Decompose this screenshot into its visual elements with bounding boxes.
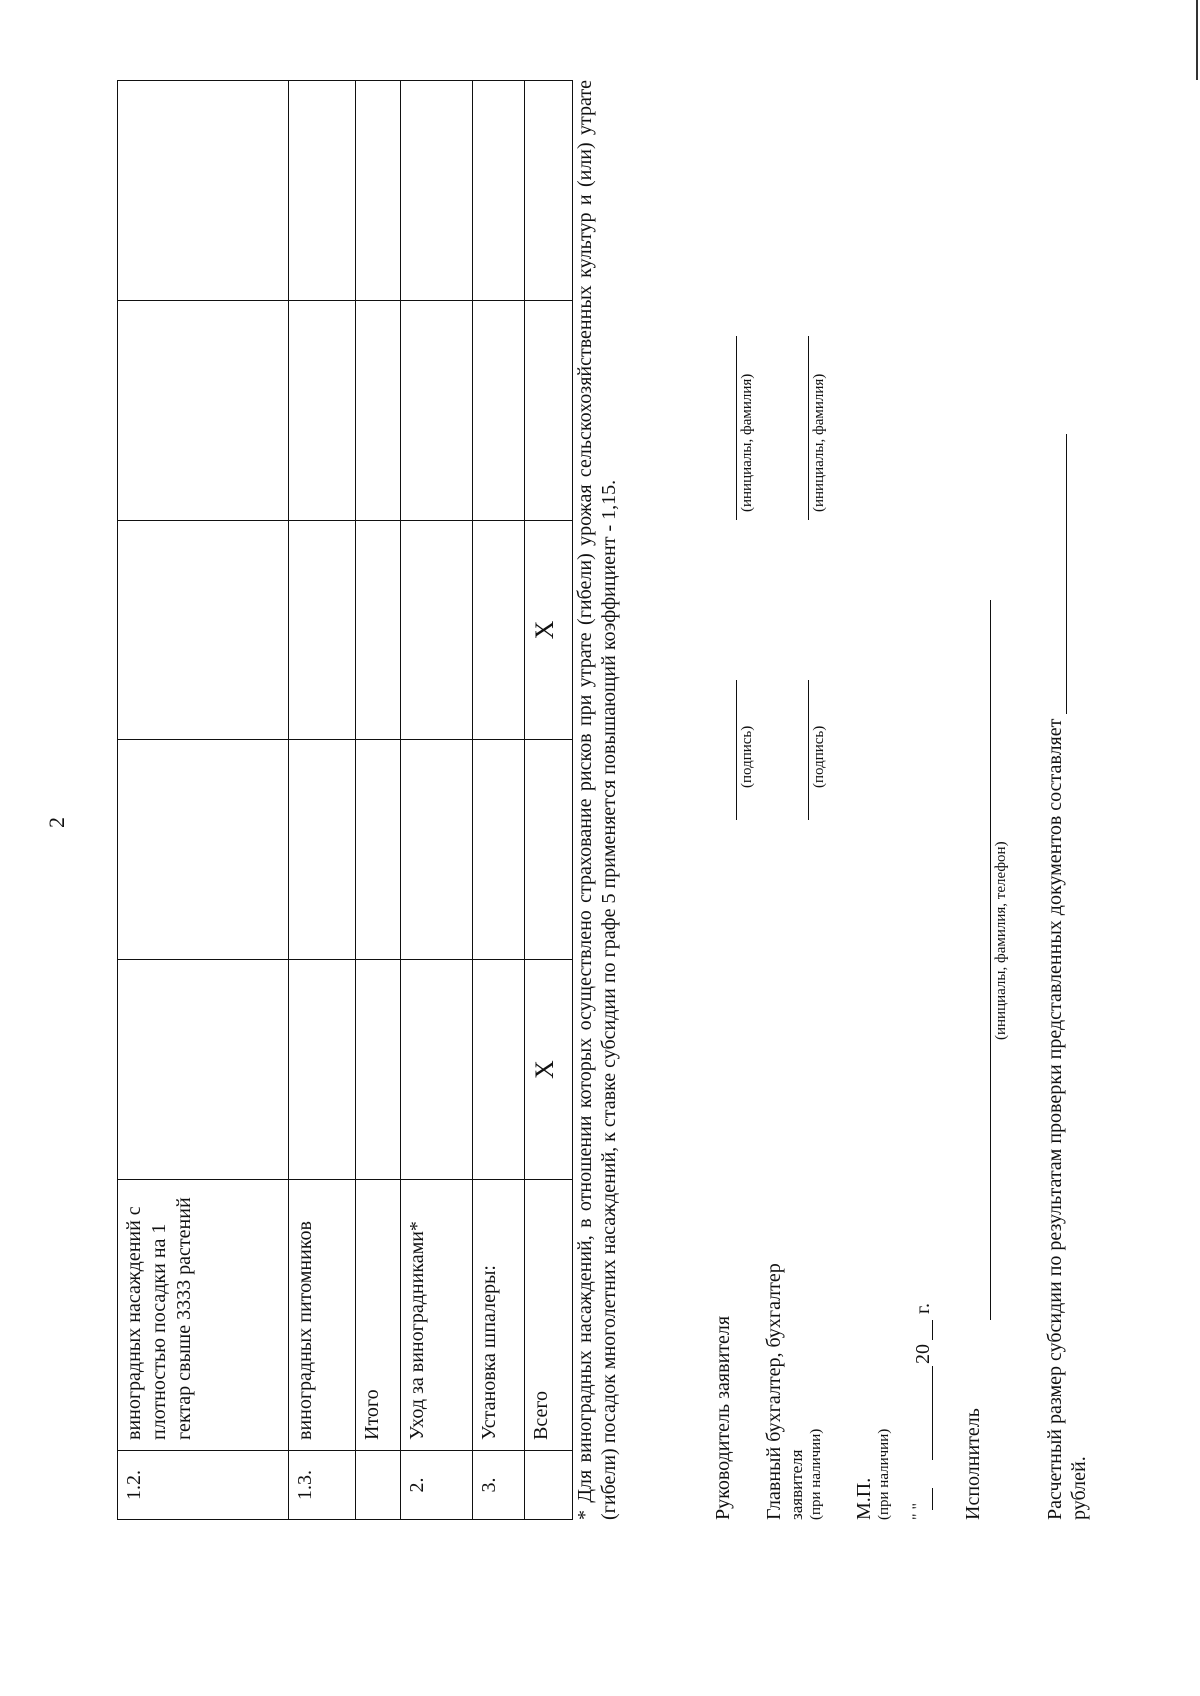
table-cell bbox=[356, 520, 401, 740]
table-row bbox=[473, 81, 525, 1520]
accountant-label: Главный бухгалтер, бухгалтер bbox=[763, 1263, 785, 1520]
row-name: Итого bbox=[356, 1180, 401, 1451]
table-cell bbox=[401, 740, 473, 960]
accountant-signature-caption: (подпись) bbox=[811, 725, 827, 788]
table-cell bbox=[356, 81, 401, 301]
row-name: Уход за виноградниками* bbox=[401, 1180, 473, 1451]
row-name: Установка шпалеры: bbox=[473, 1180, 525, 1451]
table-row bbox=[289, 81, 356, 1520]
row-number: 1.2. bbox=[118, 1451, 289, 1520]
table-cell: Х bbox=[525, 960, 573, 1180]
table-row bbox=[525, 81, 573, 1520]
executor-label: Исполнитель bbox=[962, 1408, 984, 1520]
table-cell bbox=[473, 81, 525, 301]
head-signature-line bbox=[736, 680, 737, 820]
scan-edge-mark bbox=[1196, 0, 1198, 80]
date-suffix: г. bbox=[912, 1303, 934, 1314]
calculated-amount bbox=[1043, 80, 1091, 1520]
table-cell bbox=[289, 960, 356, 1180]
accountant-if-any: (при наличии) bbox=[808, 1428, 824, 1520]
table-cell bbox=[473, 740, 525, 960]
page-number: 2 bbox=[44, 817, 69, 828]
amount-blank bbox=[1066, 434, 1067, 714]
table-cell bbox=[525, 81, 573, 301]
calc-text: Расчетный размер субсидии по результатам проверки представленных документов составляет bbox=[1044, 718, 1066, 1520]
head-label: Руководитель заявителя bbox=[712, 1315, 734, 1520]
executor-caption: (инициалы, фамилия, телефон) bbox=[993, 841, 1009, 1040]
row-number: 3. bbox=[473, 1451, 525, 1520]
table-cell bbox=[289, 520, 356, 740]
head-signature-caption: (подпись) bbox=[739, 725, 755, 788]
table-cell bbox=[118, 740, 289, 960]
table-cell bbox=[525, 300, 573, 520]
accountant-name-line bbox=[808, 336, 809, 520]
date-year-prefix: 20 bbox=[912, 1344, 934, 1364]
table-cell bbox=[473, 520, 525, 740]
accountant-name-caption: (инициалы, фамилия) bbox=[811, 373, 827, 512]
table-cell bbox=[401, 81, 473, 301]
table-cell bbox=[473, 300, 525, 520]
rotated-page-content bbox=[0, 40, 1120, 1560]
table-row bbox=[356, 81, 401, 1520]
stamp-if-any: (при наличии) bbox=[876, 1428, 892, 1520]
stamp-label: М.П. bbox=[853, 1477, 875, 1520]
table-cell bbox=[356, 740, 401, 960]
table-cell bbox=[118, 960, 289, 1180]
table-cell bbox=[118, 81, 289, 301]
accountant-label-2: заявителя bbox=[787, 1449, 806, 1520]
table-cell bbox=[118, 300, 289, 520]
table-cell bbox=[401, 300, 473, 520]
row-name: Всего bbox=[525, 1180, 573, 1451]
footnote: * Для виноградных насаждений, в отношении которых осуществлено страхование рисков при утрате (гибели) урожая сельскохозяйственных культур и (или) утрате (гибели) посадок многолетних насаждений, к ставке субсидии по графе 5 применяется повышающий коэффициент - 1,15. bbox=[574, 80, 620, 1520]
calc-unit: рублей. bbox=[1068, 1456, 1090, 1520]
table-cell bbox=[401, 960, 473, 1180]
table-cell: Х bbox=[525, 520, 573, 740]
table-cell bbox=[289, 300, 356, 520]
table-row bbox=[118, 81, 289, 1520]
executor-line bbox=[990, 600, 991, 1320]
date-quotes: " " bbox=[910, 1502, 927, 1520]
row-number bbox=[356, 1451, 401, 1520]
row-name: виноградных питомников bbox=[289, 1180, 356, 1451]
subsidy-table bbox=[117, 80, 573, 1520]
row-number: 1.3. bbox=[289, 1451, 356, 1520]
table-cell bbox=[356, 300, 401, 520]
date-day-line bbox=[932, 1488, 933, 1510]
table-cell bbox=[289, 740, 356, 960]
table-cell bbox=[525, 740, 573, 960]
table-cell bbox=[401, 520, 473, 740]
table-cell bbox=[118, 520, 289, 740]
row-name: виноградных насаждений с плотностью посадки на 1 гектар свыше 3333 растений bbox=[118, 1180, 289, 1451]
head-name-caption: (инициалы, фамилия) bbox=[739, 373, 755, 512]
row-number: 2. bbox=[401, 1451, 473, 1520]
head-name-line bbox=[736, 336, 737, 520]
accountant-signature-line bbox=[808, 680, 809, 820]
table-cell bbox=[289, 81, 356, 301]
row-number bbox=[525, 1451, 573, 1520]
date-month-line bbox=[932, 1366, 933, 1460]
table-cell bbox=[356, 960, 401, 1180]
table-cell bbox=[473, 960, 525, 1180]
table-row bbox=[401, 81, 473, 1520]
date-year-line bbox=[932, 1320, 933, 1340]
